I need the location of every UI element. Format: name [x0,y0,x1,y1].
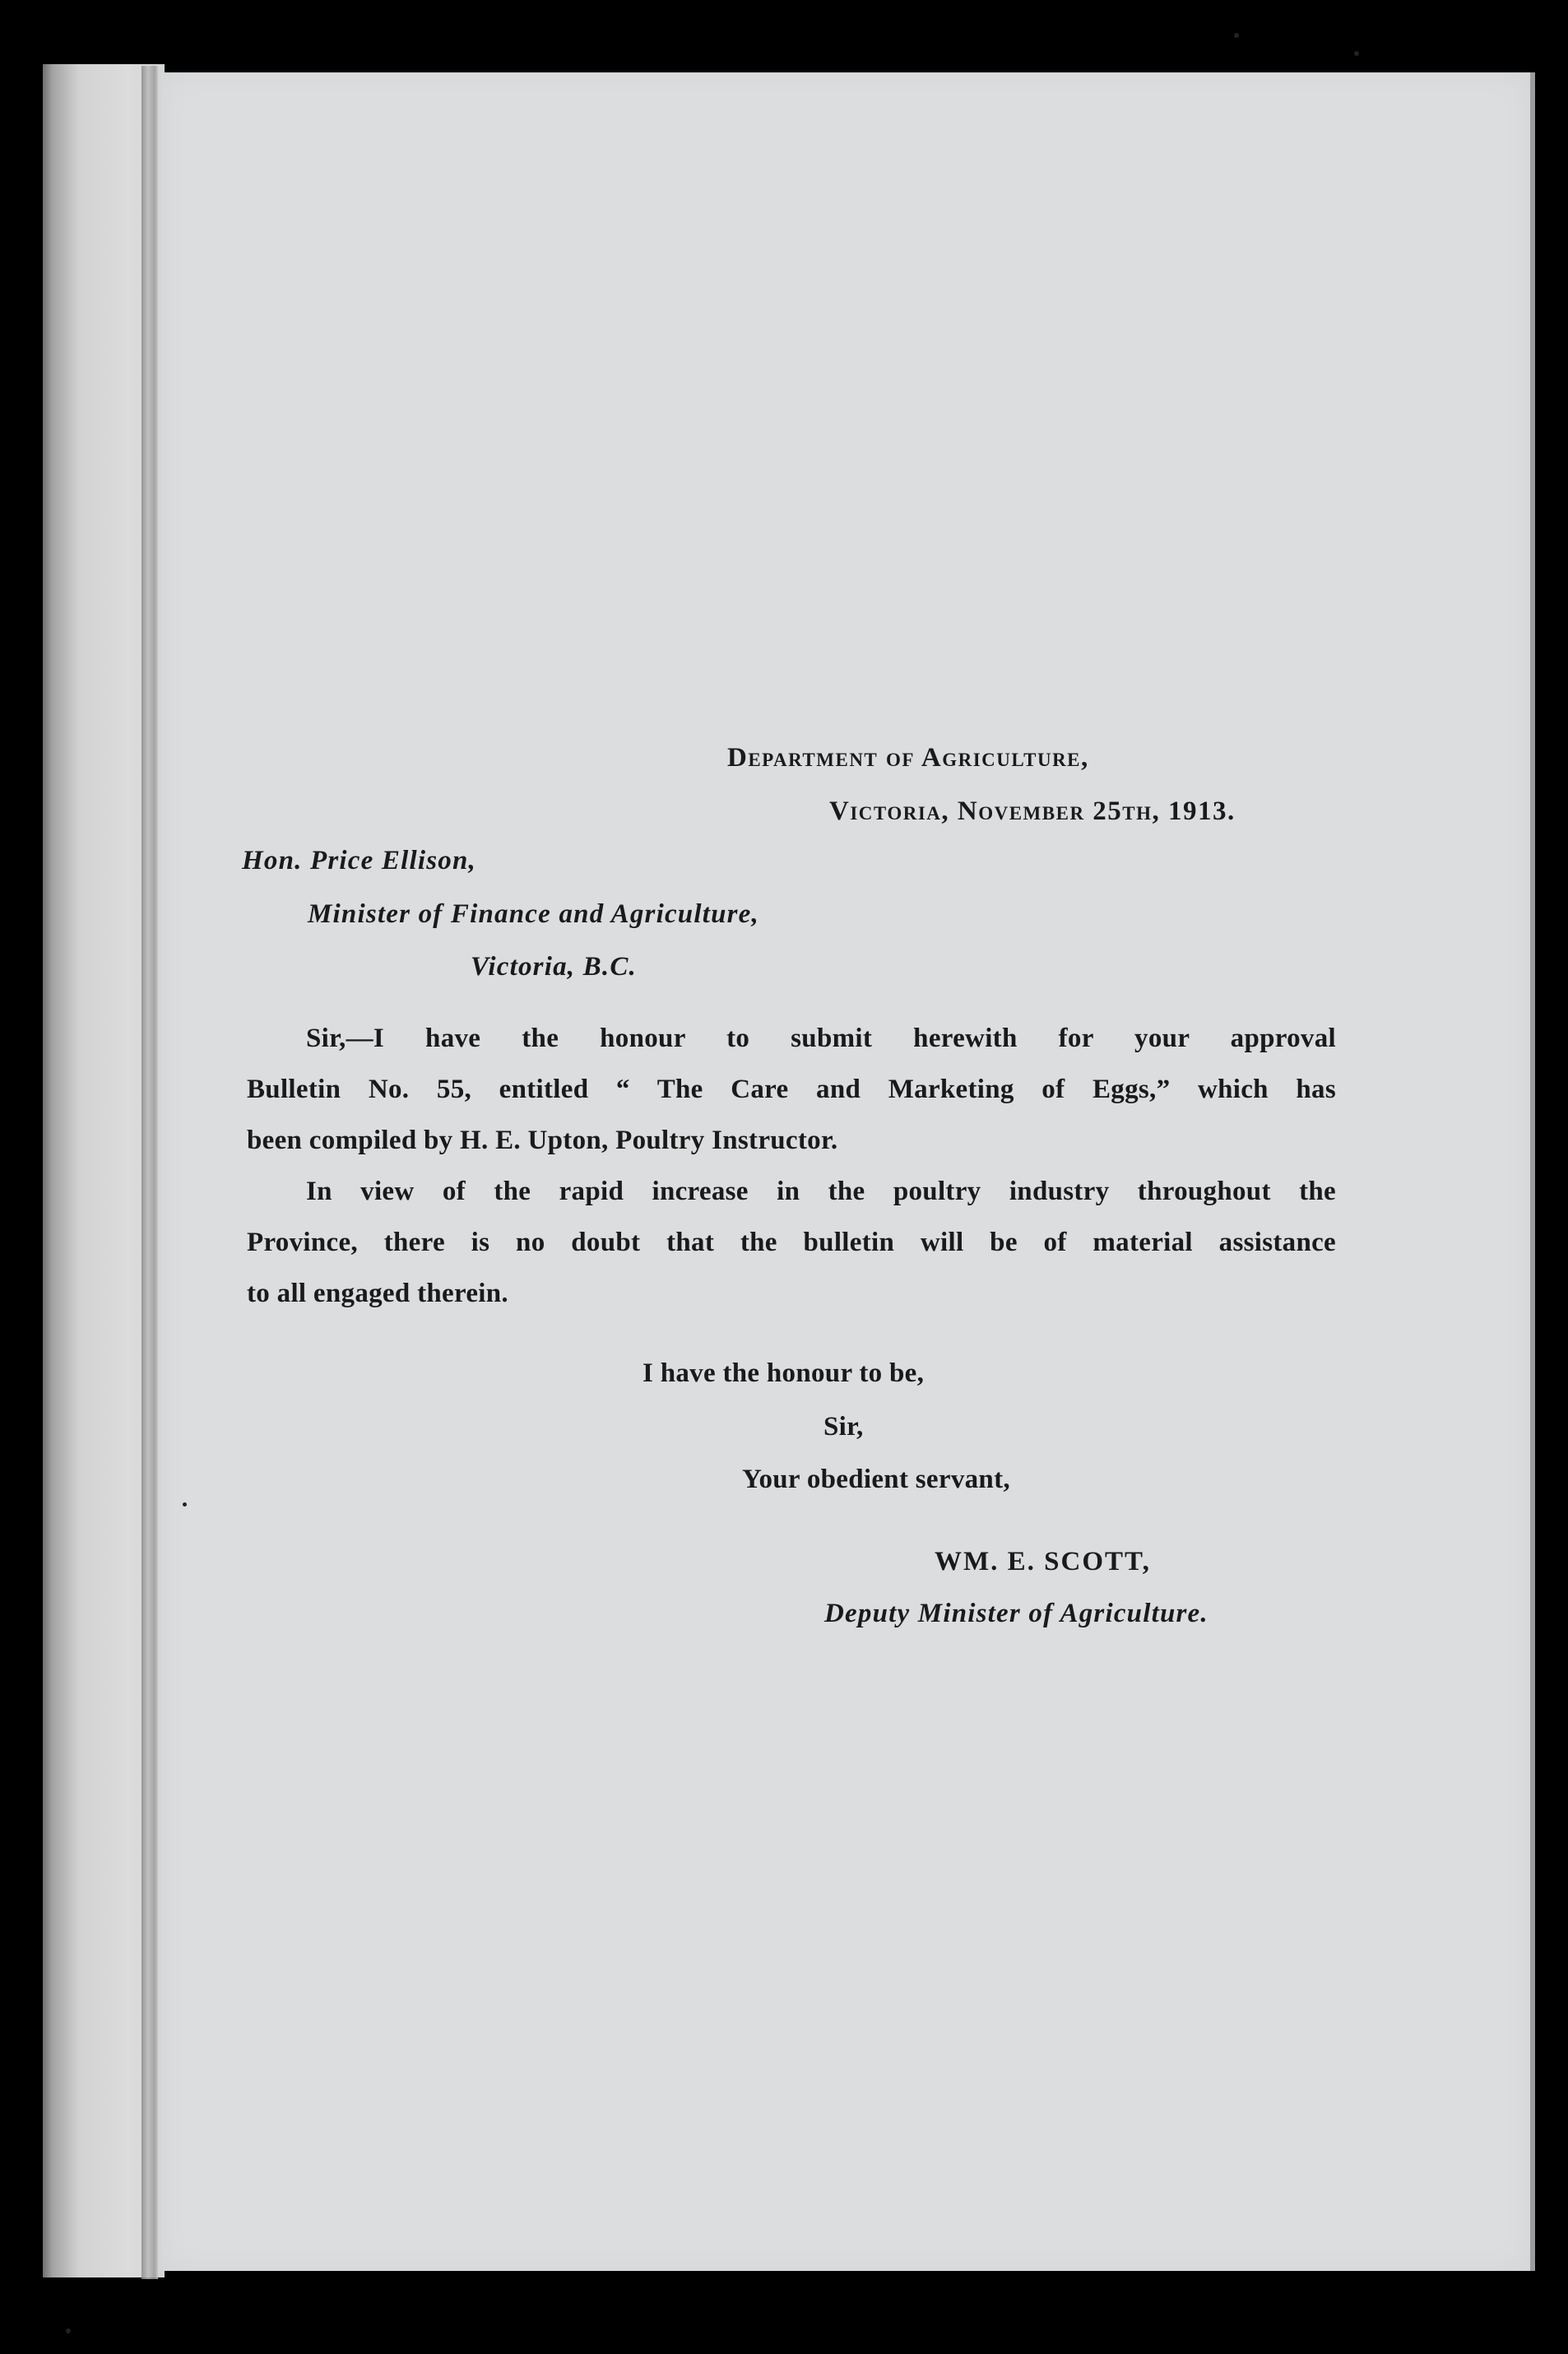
paragraph1-line2: Bulletin No. 55, entitled “ The Care and Marketing of Eggs,” which has [247,1075,1336,1104]
signature-name: WM. E. SCOTT, [935,1547,1151,1576]
place-date-line [829,796,1236,827]
closing-salutation: Sir, [823,1412,864,1442]
paragraph1-line3: been compiled by H. E. Upton, Poultry Instructor. [247,1126,838,1155]
scan-speck [1354,51,1359,56]
closing-line1: I have the honour to be, [643,1358,925,1388]
letter [161,72,1530,2271]
signature-title: Deputy Minister of Agriculture. [824,1599,1208,1628]
paragraph2-line1: In view of the rapid increase in the poultry industry throughout the [306,1177,1336,1206]
addressee-title: Minister of Finance and Agriculture, [308,899,759,929]
paragraph2-line2: Province, there is no doubt that the bulletin will be of material assistance [247,1228,1336,1257]
addressee-location: Victoria, B.C. [471,952,638,982]
addressee-name: Hon. Price Ellison, [242,846,476,875]
scan-speck [66,2328,71,2333]
paragraph1-line1: Sir,—I have the honour to submit herewith for your approval [306,1024,1336,1053]
document-page [161,72,1530,2271]
closing-line3: Your obedient servant, [742,1465,1010,1494]
paragraph2-line3: to all engaged therein. [247,1279,508,1308]
scan-speck [1234,33,1239,38]
right-page-edge [1530,72,1535,2271]
binding-gutter [141,66,158,2279]
place-date: Victoria, November 25th, 1913. [829,796,1236,826]
department-heading: Department of Agriculture, [727,743,1089,773]
